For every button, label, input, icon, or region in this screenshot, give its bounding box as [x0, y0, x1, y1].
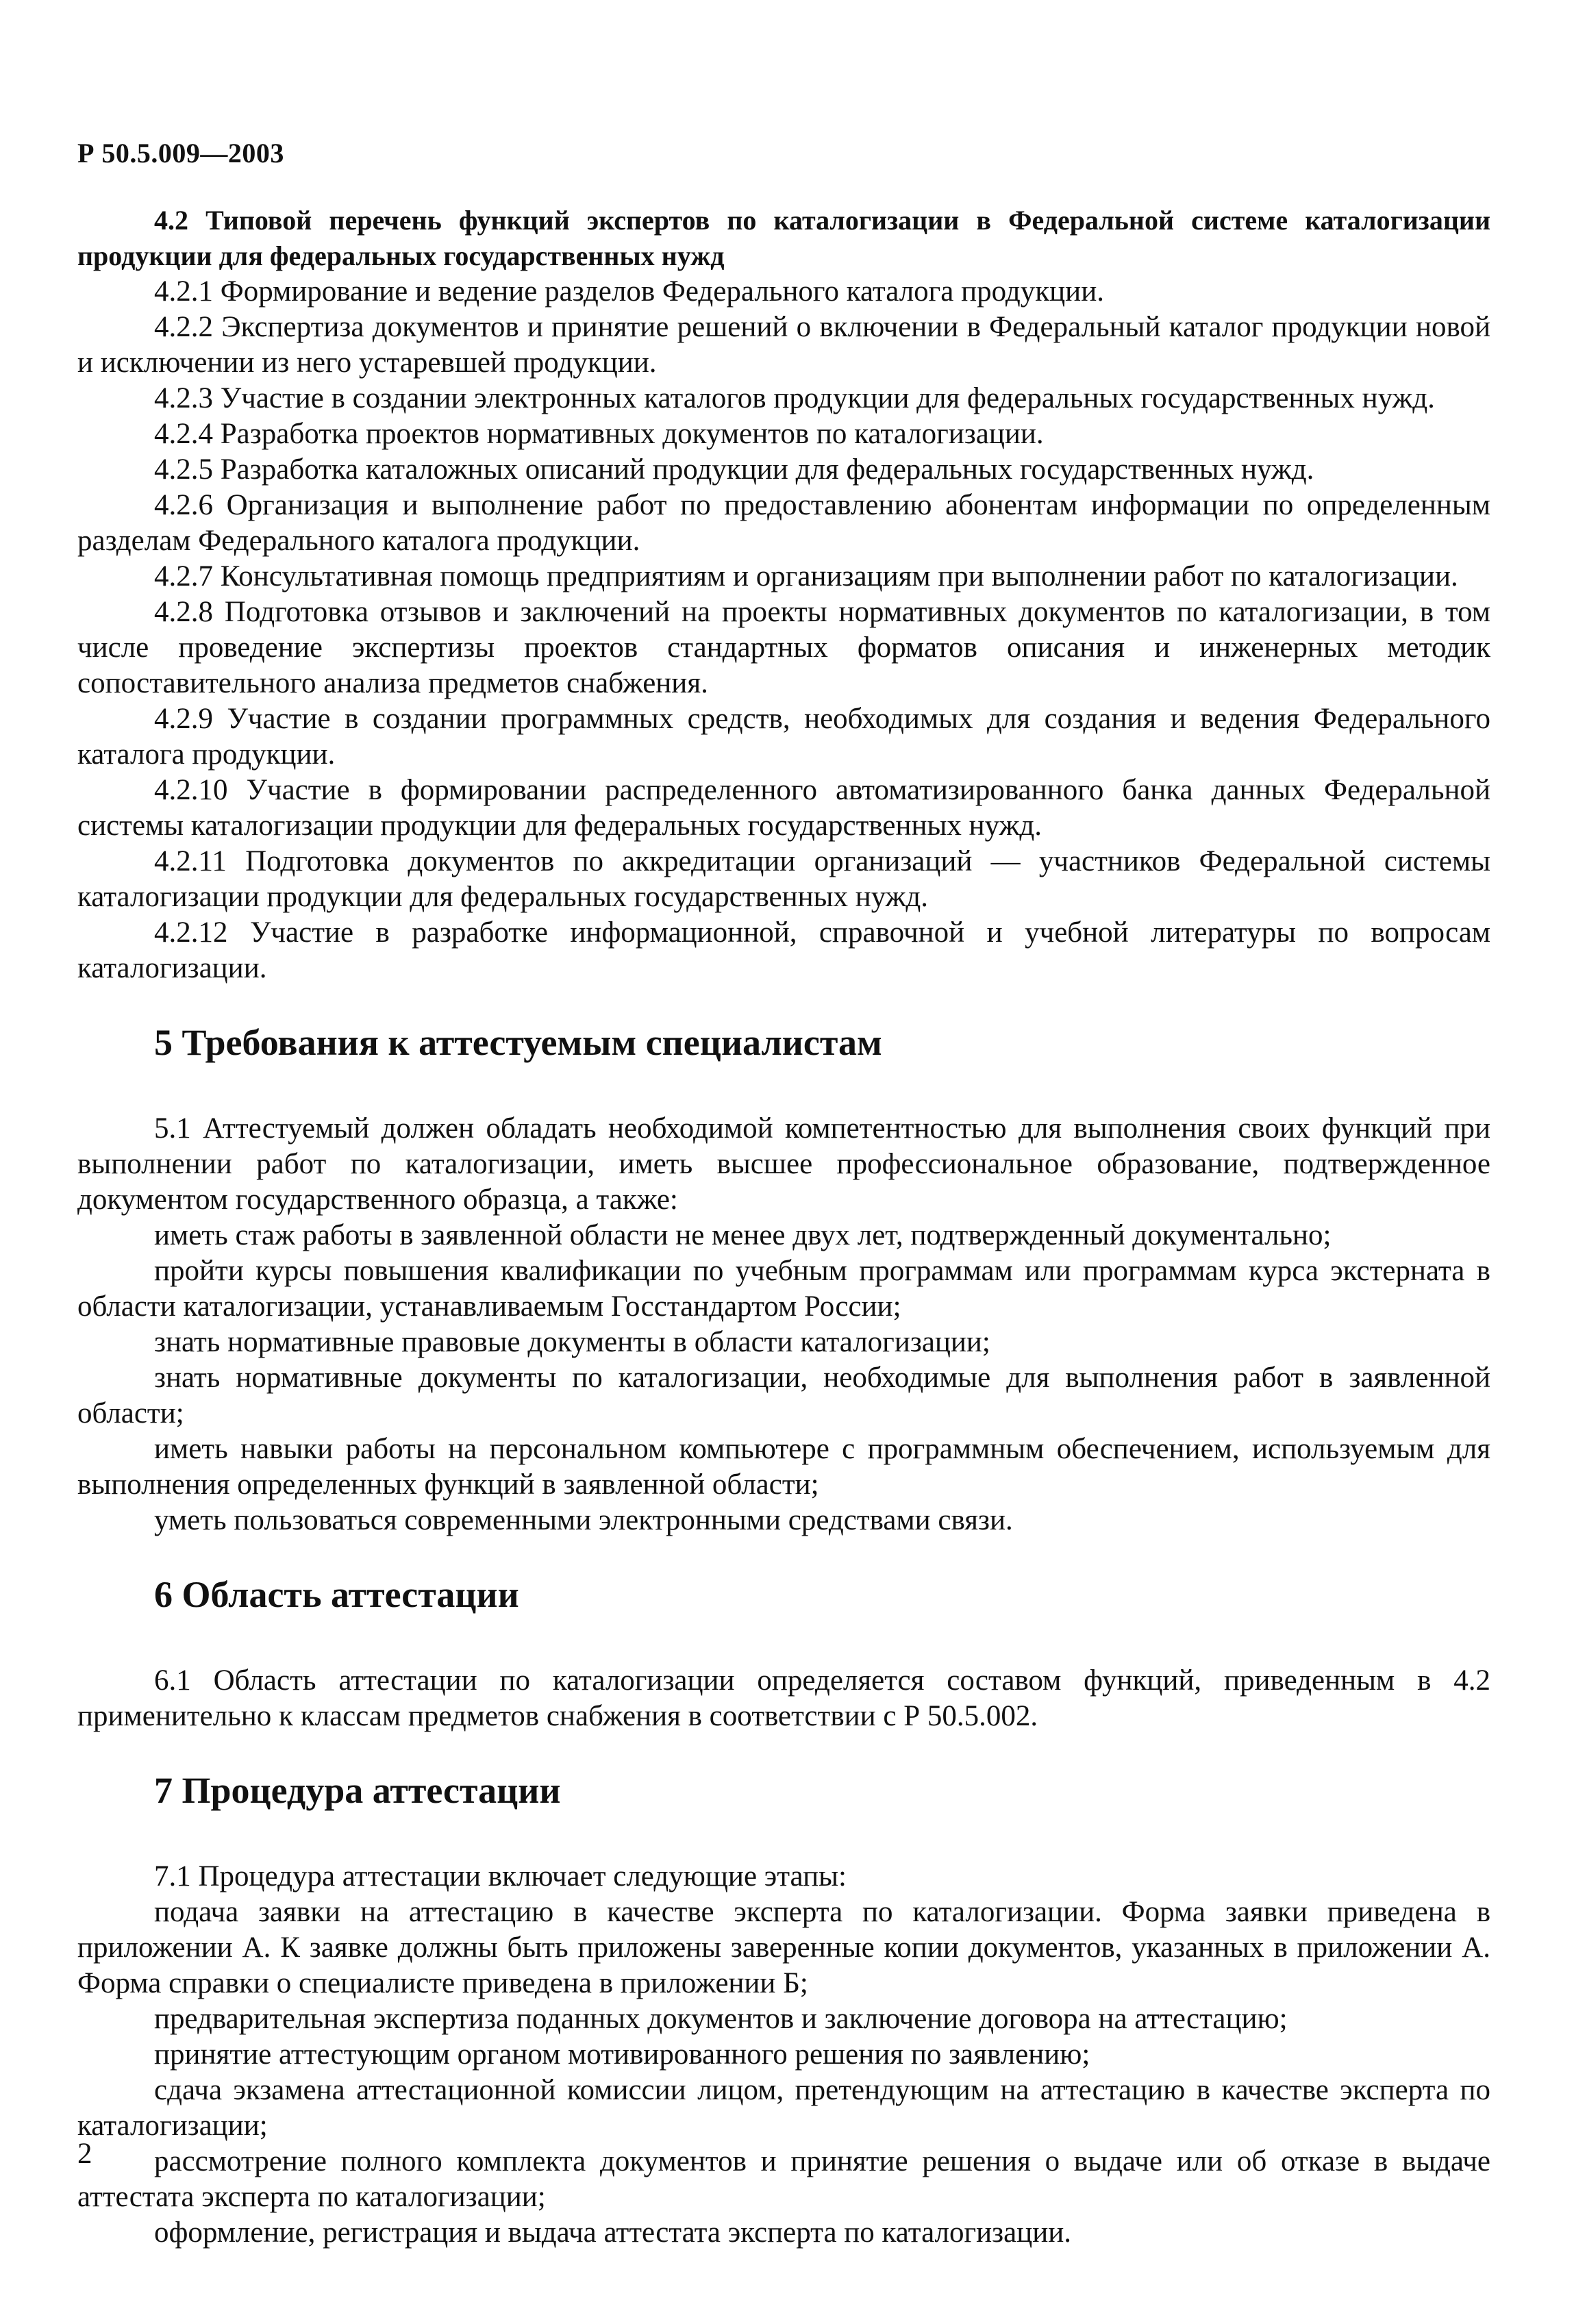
requirement-communication: уметь пользоваться современными электронными средствами связи.	[154, 1504, 1013, 1536]
paragraph-7-1: 7.1 Процедура аттестации включает следующие этапы:	[154, 1860, 847, 1892]
requirement-experience: иметь стаж работы в заявленной области не менее двух лет, подтвержденный документально;	[154, 1219, 1332, 1251]
item-4-2-5: 4.2.5 Разработка каталожных описаний продукции для федеральных государственных нужд.	[154, 453, 1314, 486]
stage-exam: сдача экзамена аттестационной комиссии лицом, претендующим на аттестацию в качестве эксперта по каталогизации;	[77, 2074, 1490, 2142]
item-4-2-12: 4.2.12 Участие в разработке информационной, справочной и учебной литературы по вопросам каталогизации.	[77, 916, 1490, 984]
paragraph-6-1: 6.1 Область аттестации по каталогизации определяется составом функций, приведенным в 4.2 применительно к классам предметов снабжения в соответствии с Р 50.5.002.	[77, 1664, 1490, 1732]
stage-decision: принятие аттестующим органом мотивированного решения по заявлению;	[154, 2038, 1090, 2071]
item-4-2-8: 4.2.8 Подготовка отзывов и заключений на проекты нормативных документов по каталогизации, в том числе проведение экспертизы проектов стандартных форматов описания и инженерных методик сопоставительного анализа предметов снабжения.	[77, 596, 1490, 699]
section-5-heading: 5 Требования к аттестуемым специалистам	[154, 1022, 882, 1063]
section-4-2-title: 4.2 Типовой перечень функций экспертов по каталогизации в Федеральной системе каталогизации продукции для федеральных государственных нужд	[77, 205, 1490, 271]
item-4-2-6: 4.2.6 Организация и выполнение работ по предоставлению абонентам информации по определенным разделам Федерального каталога продукции.	[77, 489, 1490, 557]
item-4-2-2: 4.2.2 Экспертиза документов и принятие решений о включении в Федеральный каталог продукции новой и исключении из него устаревшей продукции.	[77, 311, 1490, 379]
page-number: 2	[77, 2138, 92, 2170]
item-4-2-4: 4.2.4 Разработка проектов нормативных документов по каталогизации.	[154, 418, 1044, 450]
item-4-2-10: 4.2.10 Участие в формировании распределенного автоматизированного банка данных Федеральной системы каталогизации продукции для федеральных государственных нужд.	[77, 774, 1490, 842]
item-4-2-3: 4.2.3 Участие в создании электронных каталогов продукции для федеральных государственных нужд.	[154, 382, 1435, 414]
requirement-legal-docs: знать нормативные правовые документы в области каталогизации;	[154, 1326, 990, 1358]
stage-application: подача заявки на аттестацию в качестве эксперта по каталогизации. Форма заявки приведена в приложении А. К заявке должны быть приложены заверенные копии документов, указанных в приложении А. Форма справки о специалисте приведена в приложении Б;	[77, 1896, 1490, 1999]
requirement-courses: пройти курсы повышения квалификации по учебным программам или программам курса экстерната в области каталогизации, устанавливаемым Госстандартом России;	[77, 1255, 1490, 1323]
stage-preliminary-review: предварительная экспертиза поданных документов и заключение договора на аттестацию;	[154, 2003, 1288, 2035]
section-6-heading: 6 Область аттестации	[154, 1574, 519, 1615]
item-4-2-9: 4.2.9 Участие в создании программных средств, необходимых для создания и ведения Федерального каталога продукции.	[77, 703, 1490, 771]
item-4-2-7: 4.2.7 Консультативная помощь предприятиям и организациям при выполнении работ по каталогизации.	[154, 560, 1458, 592]
document-body	[77, 203, 1490, 2251]
requirement-computer-skills: иметь навыки работы на персональном компьютере с программным обеспечением, используемым для выполнения определенных функций в заявленной области;	[77, 1433, 1490, 1501]
stage-issuance: оформление, регистрация и выдача аттестата эксперта по каталогизации.	[154, 2216, 1072, 2249]
stage-review: рассмотрение полного комплекта документов и принятие решения о выдаче или об отказе в выдаче аттестата эксперта по каталогизации;	[77, 2145, 1490, 2213]
section-7-heading: 7 Процедура аттестации	[154, 1770, 561, 1811]
paragraph-5-1: 5.1 Аттестуемый должен обладать необходимой компетентностью для выполнения своих функций при выполнении работ по каталогизации, иметь высшее профессиональное образование, подтвержденное документом государственного образца, а также:	[77, 1112, 1490, 1216]
standard-number: Р 50.5.009—2003	[77, 138, 284, 168]
item-4-2-1: 4.2.1 Формирование и ведение разделов Федерального каталога продукции.	[154, 275, 1104, 308]
requirement-normative-docs: знать нормативные документы по каталогизации, необходимые для выполнения работ в заявленной области;	[77, 1362, 1490, 1429]
item-4-2-11: 4.2.11 Подготовка документов по аккредитации организаций — участников Федеральной системы каталогизации продукции для федеральных государственных нужд.	[77, 845, 1490, 913]
